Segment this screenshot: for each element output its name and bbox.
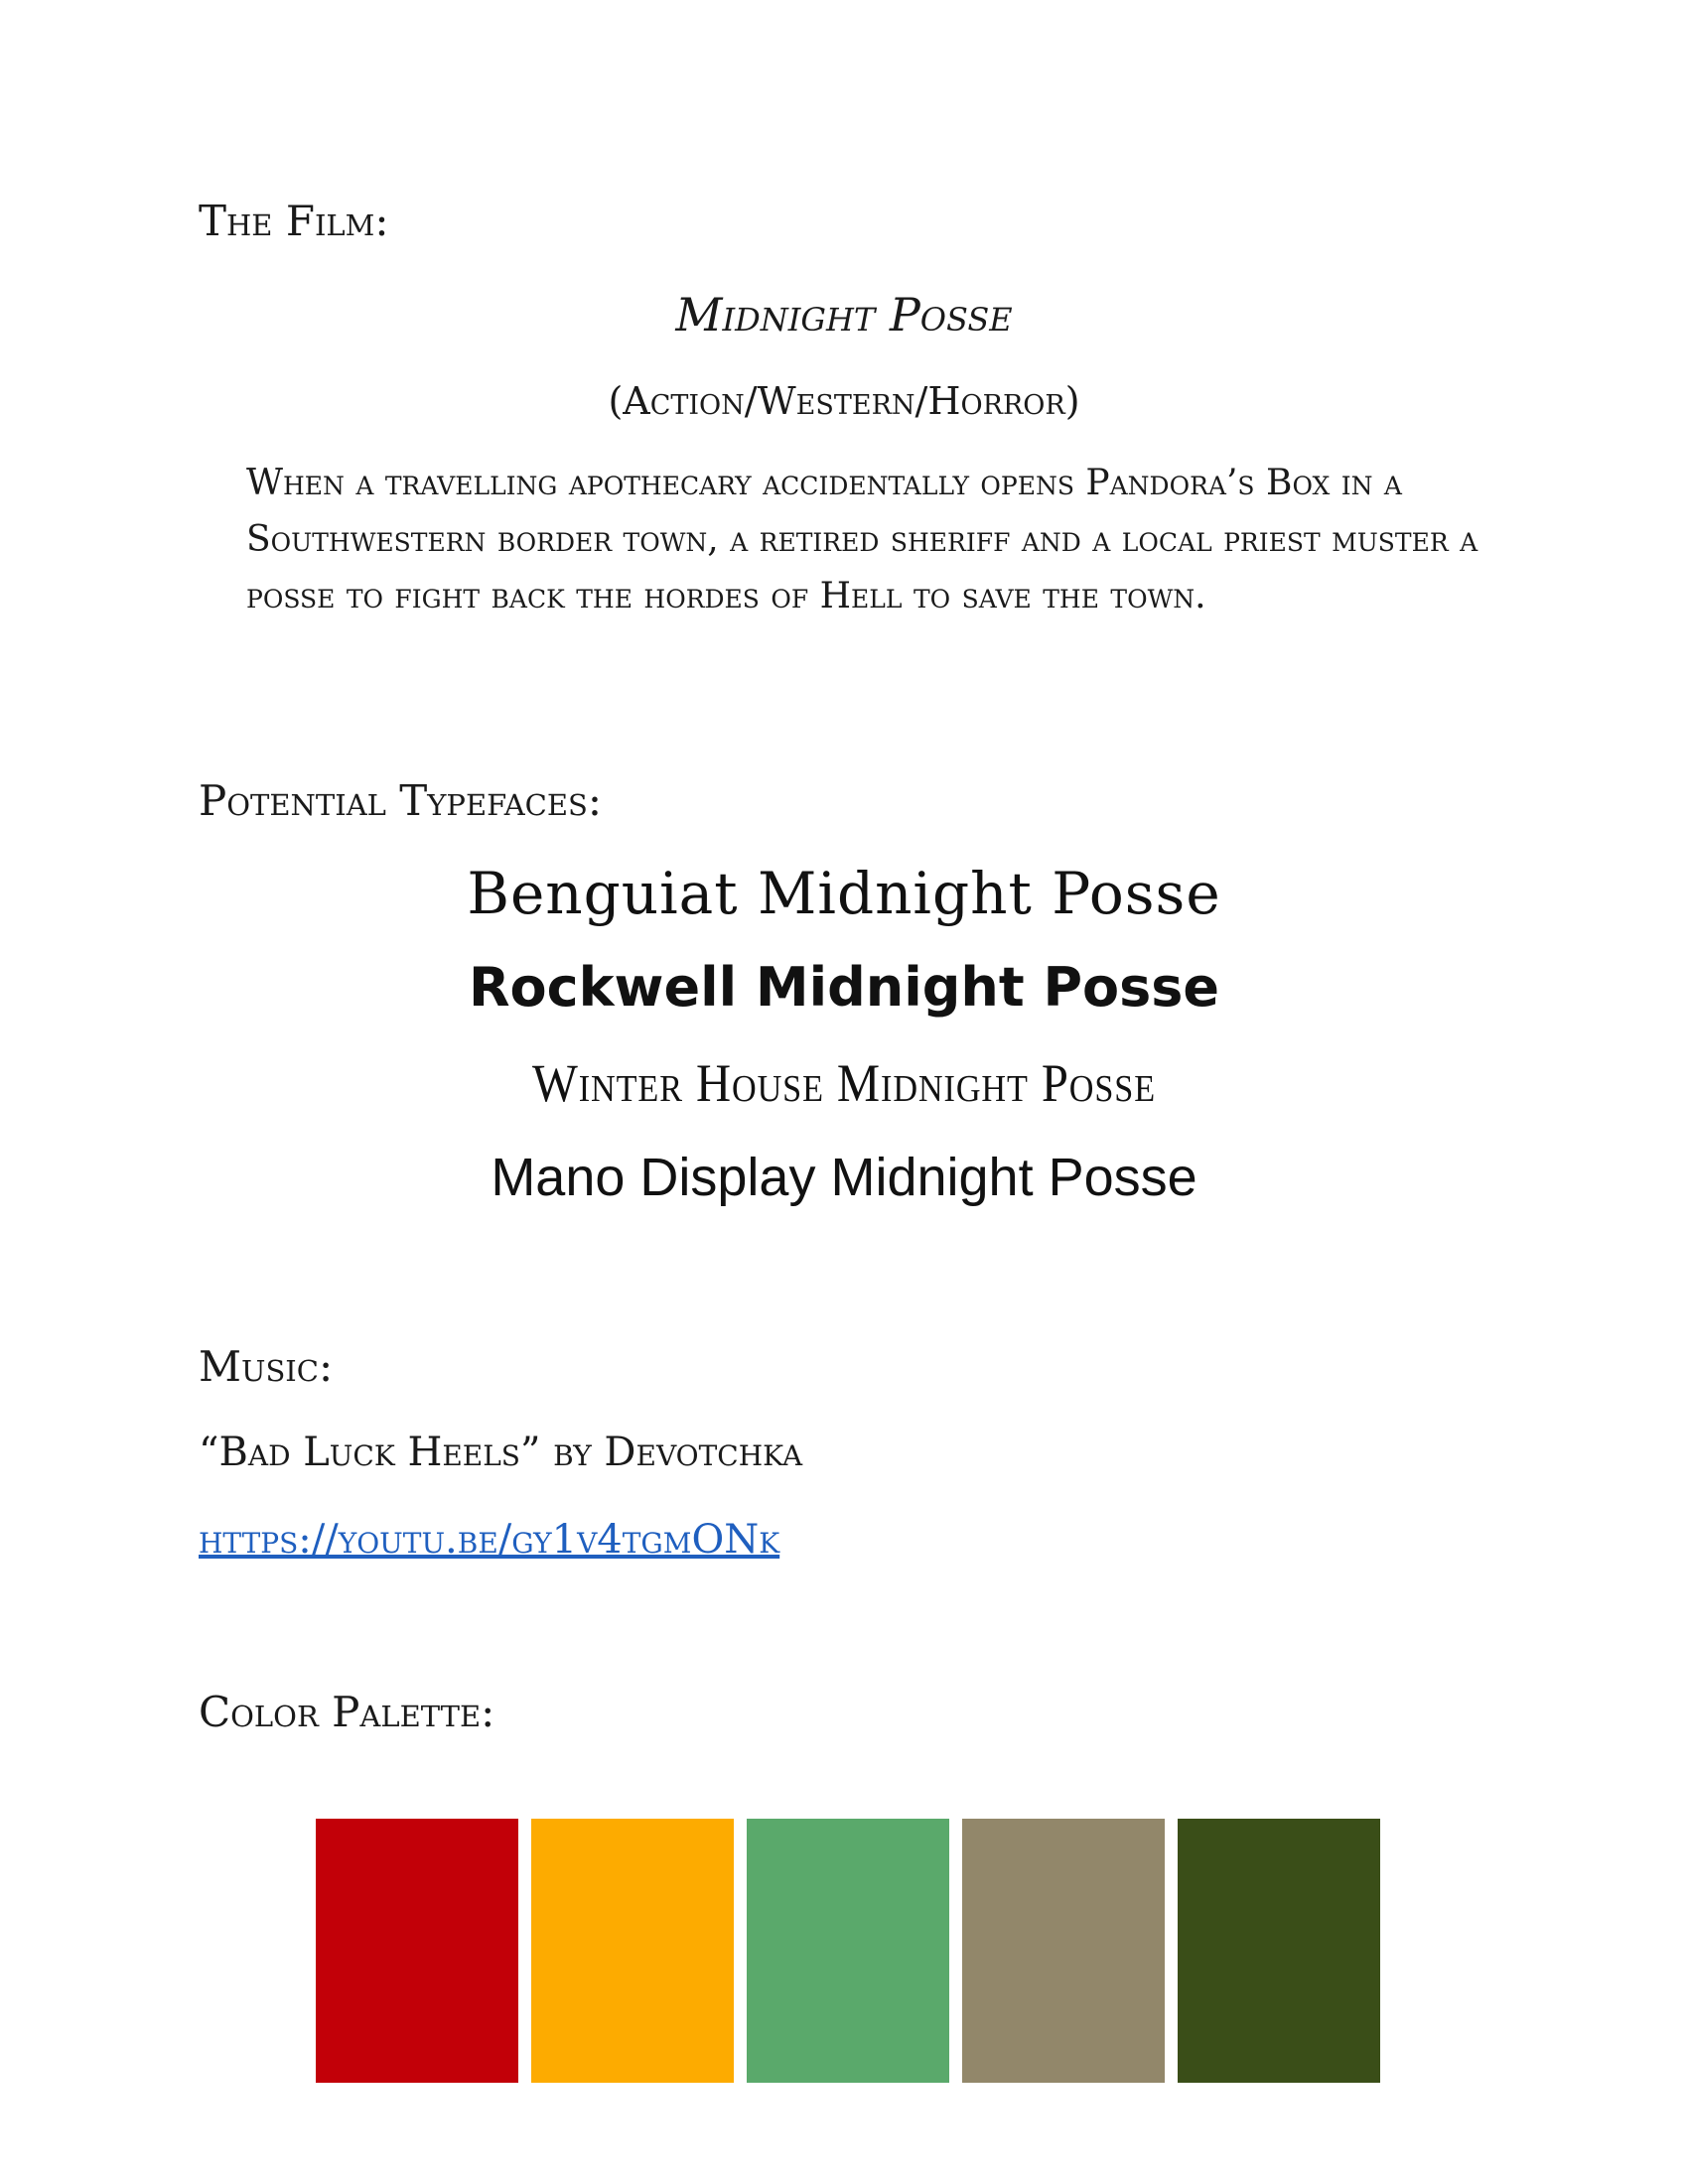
film-title: Midnight Posse xyxy=(675,288,1013,341)
typefaces-heading: Potential Typefaces: xyxy=(199,776,603,825)
swatch-khaki xyxy=(962,1819,1165,2083)
swatch-orange xyxy=(531,1819,734,2083)
color-palette xyxy=(316,1819,1380,2083)
typeface-sample-winter-house: Winter House Midnight Posse xyxy=(531,1053,1157,1113)
palette-heading: Color Palette: xyxy=(199,1688,495,1736)
music-link[interactable]: https://youtu.be/gy1v4tgmONk xyxy=(199,1517,780,1563)
music-song: “Bad Luck Heels” by Devotchka xyxy=(199,1430,803,1475)
typeface-sample-benguiat: Benguiat Midnight Posse xyxy=(467,860,1221,927)
music-heading: Music: xyxy=(199,1342,334,1391)
typeface-sample-mano-display: Mano Display Midnight Posse xyxy=(491,1148,1197,1207)
swatch-red xyxy=(316,1819,518,2083)
swatch-green xyxy=(747,1819,949,2083)
film-heading: The Film: xyxy=(199,197,389,245)
swatch-dark-green xyxy=(1178,1819,1380,2083)
film-genre: (Action/Western/Horror) xyxy=(608,379,1080,423)
typeface-sample-rockwell: Rockwell Midnight Posse xyxy=(468,956,1220,1019)
film-synopsis: When a travelling apothecary accidentally opens Pandora’s Box in a Southwestern border town, a retired sheriff and a local priest muster a posse to fight back the hordes of Hell to save the town. xyxy=(246,463,1478,616)
